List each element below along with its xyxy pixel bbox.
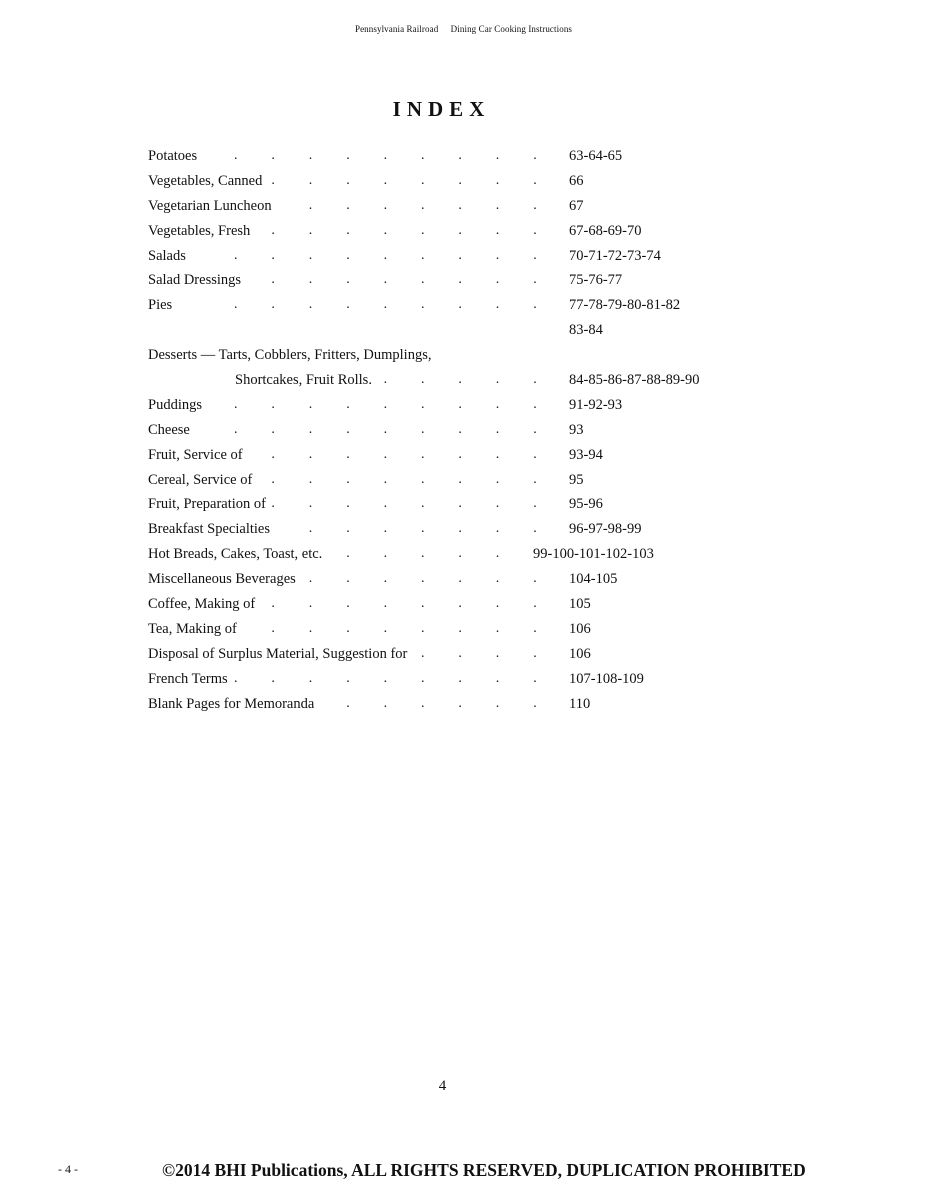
leader-dot: .	[271, 620, 275, 636]
index-entry	[148, 219, 788, 244]
leader-dot: .	[495, 446, 500, 462]
leader-dot: .	[458, 222, 462, 238]
leader-dot: .	[533, 471, 537, 487]
leader-dot: .	[308, 396, 313, 412]
leader-dot: .	[495, 197, 500, 213]
leader-dot: .	[458, 446, 462, 462]
leader-dot: .	[308, 471, 313, 487]
leader-dot: .	[346, 247, 350, 263]
leader-dot: .	[308, 197, 313, 213]
leader-dot: .	[458, 571, 462, 587]
leader-dot: .	[383, 620, 388, 636]
entry-pages: 105	[569, 596, 591, 613]
page-number: 4	[438, 1078, 447, 1094]
entry-pages: 104-105	[569, 571, 618, 588]
leader-dot: .	[495, 148, 500, 163]
leader-dot: .	[383, 546, 388, 562]
leader-dot: .	[458, 172, 462, 188]
leader-dot: .	[308, 521, 313, 537]
leader-dot: .	[383, 571, 388, 587]
leader-dot: .	[421, 695, 425, 711]
leader-dot: .	[308, 446, 313, 462]
leader-dot: .	[421, 670, 425, 686]
entry-pages: 77-78-79-80-81-82	[569, 297, 681, 314]
entry-label: Salads	[148, 247, 186, 264]
leader-dot: .	[458, 148, 462, 163]
entry-pages: 66	[569, 172, 584, 189]
leader-dot: .	[234, 148, 238, 163]
entry-pages: 93	[569, 421, 584, 438]
leader-dot: .	[271, 496, 275, 512]
leader-dot: .	[533, 148, 537, 163]
entry-pages: 95-96	[569, 496, 603, 513]
leader-dot: .	[383, 197, 388, 213]
entry-label: Salad Dressings	[148, 272, 242, 289]
leader-dot: .	[421, 596, 425, 612]
entry-label: Miscellaneous Beverages	[148, 571, 296, 588]
leader-dot: .	[271, 148, 275, 163]
leader-dot: .	[308, 247, 313, 263]
leader-dot: .	[346, 620, 350, 636]
leader-dot: .	[308, 421, 313, 437]
leader-dot: .	[308, 620, 313, 636]
leader-dot: .	[308, 670, 313, 686]
leader-dot: .	[383, 148, 388, 163]
index-entry	[148, 517, 788, 542]
leader-dot: .	[458, 496, 462, 512]
dot-leader	[148, 418, 548, 442]
leader-dot: .	[495, 396, 500, 412]
leader-dot: .	[234, 421, 238, 437]
leader-dot: .	[495, 521, 500, 537]
entry-pages: 96-97-98-99	[569, 521, 642, 538]
leader-dot: .	[383, 446, 388, 462]
leader-dot: .	[346, 222, 350, 238]
index-entry	[148, 567, 788, 592]
entry-pages: 106	[569, 645, 591, 662]
leader-dot: .	[346, 148, 350, 163]
leader-dot: .	[495, 645, 500, 661]
entry-label: Shortcakes, Fruit Rolls.	[235, 372, 372, 389]
leader-dot: .	[383, 596, 388, 612]
leader-dot: .	[495, 222, 500, 238]
leader-dot: .	[421, 396, 425, 412]
running-head-publisher: Pennsylvania Railroad	[354, 24, 439, 34]
footer-page-marker: - 4 -	[58, 1162, 78, 1176]
index-entry	[148, 293, 788, 318]
index-entry	[148, 542, 788, 567]
entry-pages: 63-64-65	[569, 148, 623, 164]
leader-dot: .	[421, 222, 425, 238]
leader-dot: .	[271, 297, 275, 313]
entry-label: Breakfast Specialties	[148, 521, 270, 538]
leader-dot: .	[271, 471, 275, 487]
leader-dot: .	[533, 396, 537, 412]
entry-pages: 106	[569, 620, 591, 637]
entry-label: Vegetarian Luncheon	[148, 197, 272, 214]
leader-dot: .	[346, 446, 350, 462]
dot-leader	[148, 293, 548, 317]
leader-dot: .	[421, 620, 425, 636]
leader-dot: .	[346, 421, 350, 437]
index-entry	[148, 393, 788, 418]
leader-dot: .	[458, 471, 462, 487]
leader-dot: .	[533, 620, 537, 636]
dot-leader	[148, 393, 548, 417]
entry-label: Vegetables, Fresh	[148, 222, 251, 239]
entry-label: Desserts — Tarts, Cobblers, Fritters, Dumplings,	[148, 347, 432, 364]
index-entry	[148, 343, 788, 368]
entry-pages: 95	[569, 471, 584, 488]
index-entry-continuation	[148, 368, 788, 393]
leader-dot: .	[346, 471, 350, 487]
entry-label: Coffee, Making of	[148, 596, 256, 613]
leader-dot: .	[346, 670, 350, 686]
leader-dot: .	[495, 496, 500, 512]
entry-label: Fruit, Preparation of	[148, 496, 266, 513]
leader-dot: .	[421, 645, 425, 661]
leader-dot: .	[458, 372, 462, 388]
leader-dot: .	[383, 396, 388, 412]
leader-dot: .	[533, 496, 537, 512]
leader-dot: .	[308, 297, 313, 313]
leader-dot: .	[495, 596, 500, 612]
entry-pages: 107-108-109	[569, 670, 644, 687]
index-entry	[148, 268, 788, 293]
leader-dot: .	[495, 247, 500, 263]
leader-dot: .	[495, 546, 500, 562]
leader-dot: .	[495, 471, 500, 487]
leader-dot: .	[308, 496, 313, 512]
index-list	[148, 144, 788, 716]
leader-dot: .	[271, 670, 275, 686]
leader-dot: .	[421, 571, 425, 587]
entry-label: Potatoes	[148, 148, 198, 164]
leader-dot: .	[421, 521, 425, 537]
leader-dot: .	[383, 496, 388, 512]
leader-dot: .	[308, 571, 313, 587]
entry-label: Blank Pages for Memoranda	[148, 695, 315, 712]
index-entry	[148, 592, 788, 617]
dot-leader	[148, 244, 548, 268]
entry-pages: 84-85-86-87-88-89-90	[569, 372, 700, 389]
leader-dot: .	[346, 546, 350, 562]
entry-label: Pies	[148, 297, 173, 314]
leader-dot: .	[346, 396, 350, 412]
entry-label: Cereal, Service of	[148, 471, 253, 488]
leader-dot: .	[421, 247, 425, 263]
leader-dot: .	[495, 670, 500, 686]
leader-dot: .	[346, 496, 350, 512]
leader-dot: .	[533, 695, 537, 711]
leader-dot: .	[421, 172, 425, 188]
leader-dot: .	[234, 297, 238, 313]
index-entry	[148, 418, 788, 443]
leader-dot: .	[346, 521, 350, 537]
leader-dot: .	[533, 446, 537, 462]
leader-dot: .	[533, 297, 537, 313]
leader-dot: .	[421, 496, 425, 512]
leader-dot: .	[271, 272, 275, 288]
leader-dot: .	[495, 421, 500, 437]
leader-dot: .	[533, 172, 537, 188]
leader-dot: .	[533, 521, 537, 537]
leader-dot: .	[495, 297, 500, 313]
entry-pages: 67-68-69-70	[569, 222, 642, 239]
leader-dot: .	[421, 197, 425, 213]
leader-dot: .	[383, 172, 388, 188]
entry-pages: 110	[569, 695, 591, 712]
leader-dot: .	[458, 670, 462, 686]
index-entry	[148, 144, 788, 169]
leader-dot: .	[421, 446, 425, 462]
index-entry	[148, 194, 788, 219]
leader-dot: .	[383, 421, 388, 437]
leader-dot: .	[421, 272, 425, 288]
leader-dot: .	[346, 571, 350, 587]
entry-pages: 93-94	[569, 446, 603, 463]
leader-dot: .	[383, 247, 388, 263]
leader-dot: .	[383, 521, 388, 537]
leader-dot: .	[346, 172, 350, 188]
dot-leader	[148, 144, 548, 168]
leader-dot: .	[533, 670, 537, 686]
leader-dot: .	[458, 645, 462, 661]
leader-dot: .	[383, 272, 388, 288]
leader-dot: .	[383, 695, 388, 711]
leader-dot: .	[271, 247, 275, 263]
leader-dot: .	[346, 297, 350, 313]
leader-dot: .	[533, 571, 537, 587]
index-entry	[148, 667, 788, 692]
leader-dot: .	[383, 297, 388, 313]
index-entry	[148, 169, 788, 194]
leader-dot: .	[533, 222, 537, 238]
index-entry-continuation	[148, 318, 788, 343]
leader-dot: .	[271, 396, 275, 412]
leader-dot: .	[346, 695, 350, 711]
leader-dot: .	[234, 670, 238, 686]
leader-dot: .	[346, 197, 350, 213]
entry-label: Fruit, Service of	[148, 446, 243, 463]
leader-dot: .	[421, 471, 425, 487]
entry-label: Disposal of Surplus Material, Suggestion for	[148, 645, 408, 662]
leader-dot: .	[533, 372, 537, 388]
leader-dot: .	[271, 222, 275, 238]
entry-label: Puddings	[148, 396, 202, 413]
leader-dot: .	[458, 197, 462, 213]
leader-dot: .	[495, 172, 500, 188]
leader-dot: .	[495, 372, 500, 388]
index-entry	[148, 692, 788, 717]
leader-dot: .	[421, 372, 425, 388]
leader-dot: .	[458, 546, 462, 562]
entry-label: Vegetables, Canned	[148, 172, 263, 189]
leader-dot: .	[308, 148, 313, 163]
leader-dot: .	[421, 297, 425, 313]
leader-dot: .	[234, 247, 238, 263]
index-entry	[148, 492, 788, 517]
leader-dot: .	[458, 620, 462, 636]
entry-pages: 67	[569, 197, 584, 214]
index-entry	[148, 244, 788, 269]
entry-label: Cheese	[148, 421, 190, 438]
leader-dot: .	[458, 297, 462, 313]
leader-dot: .	[458, 521, 462, 537]
leader-dot: .	[533, 596, 537, 612]
leader-dot: .	[495, 571, 500, 587]
entry-pages: 75-76-77	[569, 272, 623, 289]
leader-dot: .	[458, 421, 462, 437]
entry-label: Tea, Making of	[148, 620, 237, 637]
leader-dot: .	[533, 247, 537, 263]
leader-dot: .	[383, 372, 388, 388]
page-title: INDEX	[392, 97, 491, 121]
entry-label: Hot Breads, Cakes, Toast, etc.	[148, 546, 323, 563]
entry-pages: 83-84	[569, 322, 603, 339]
leader-dot: .	[495, 272, 500, 288]
leader-dot: .	[458, 695, 462, 711]
leader-dot: .	[271, 172, 275, 188]
leader-dot: .	[308, 272, 313, 288]
leader-dot: .	[271, 596, 275, 612]
entry-pages: 91-92-93	[569, 396, 623, 413]
index-entry	[148, 617, 788, 642]
leader-dot: .	[421, 546, 425, 562]
leader-dot: .	[458, 596, 462, 612]
index-entry	[148, 642, 788, 667]
leader-dot: .	[495, 620, 500, 636]
index-entry	[148, 443, 788, 468]
running-head-book-title: Dining Car Cooking Instructions	[450, 24, 573, 34]
leader-dot: .	[458, 272, 462, 288]
leader-dot: .	[533, 645, 537, 661]
leader-dot: .	[271, 446, 275, 462]
leader-dot: .	[421, 148, 425, 163]
copyright-notice: ©2014 BHI Publications, ALL RIGHTS RESERVED, DUPLICATION PROHIBITED	[162, 1160, 806, 1180]
leader-dot: .	[421, 421, 425, 437]
leader-dot: .	[308, 222, 313, 238]
leader-dot: .	[383, 670, 388, 686]
leader-dot: .	[383, 471, 388, 487]
entry-label: French Terms	[148, 670, 228, 687]
leader-dot: .	[533, 421, 537, 437]
leader-dot: .	[271, 421, 275, 437]
leader-dot: .	[308, 596, 313, 612]
leader-dot: .	[383, 222, 388, 238]
leader-dot: .	[346, 272, 350, 288]
leader-dot: .	[308, 172, 313, 188]
entry-pages: 99-100-101-102-103	[533, 546, 654, 563]
leader-dot: .	[458, 247, 462, 263]
leader-dot: .	[533, 197, 537, 213]
leader-dot: .	[234, 396, 238, 412]
leader-dot: .	[495, 695, 500, 711]
leader-dot: .	[533, 272, 537, 288]
running-head	[0, 24, 927, 34]
leader-dot: .	[458, 396, 462, 412]
entry-pages: 70-71-72-73-74	[569, 247, 661, 264]
index-entry	[148, 468, 788, 493]
leader-dot: .	[346, 596, 350, 612]
